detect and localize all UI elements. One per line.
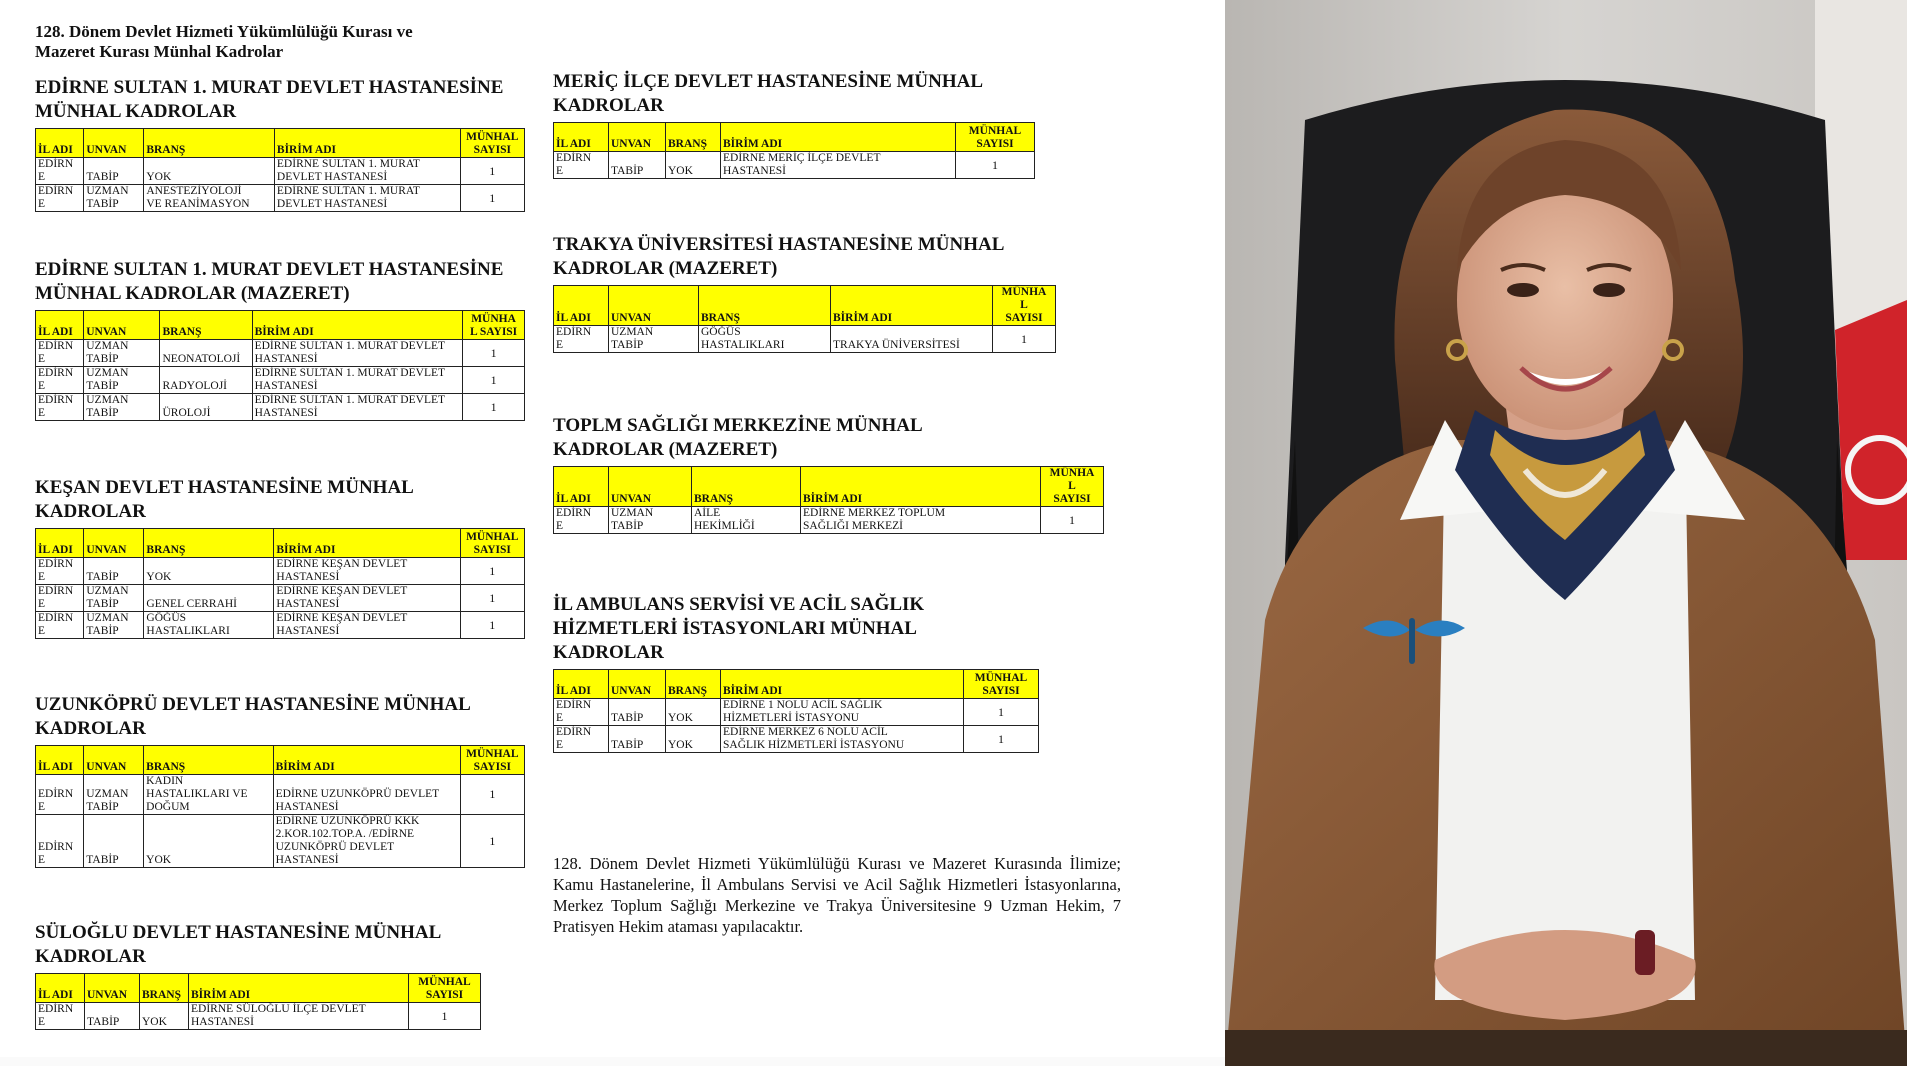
section-heading: EDİRNE SULTAN 1. MURAT DEVLET HASTANESİNE MÜNHAL KADROLAR (MAZERET) <box>35 259 504 304</box>
column-header: MÜNHA L SAYISI <box>463 311 525 340</box>
column-header: BRANŞ <box>144 746 273 775</box>
table-cell: 1 <box>409 1003 481 1030</box>
column-header: MÜNHAL SAYISI <box>409 974 481 1003</box>
table-cell: UZMAN TABİP <box>84 612 144 639</box>
portrait-photo <box>1225 0 1907 1066</box>
table-cell: GÖĞÜS HASTALIKLARI <box>699 326 831 353</box>
column-header: UNVAN <box>84 311 160 340</box>
section-heading: EDİRNE SULTAN 1. MURAT DEVLET HASTANESİNE MÜNHAL KADROLAR <box>35 77 504 122</box>
table-cell: YOK <box>666 152 721 179</box>
table-cell: 1 <box>463 367 525 394</box>
column-header: UNVAN <box>609 467 692 507</box>
column-header: BİRİM ADI <box>801 467 1041 507</box>
column-header: BRANŞ <box>666 123 721 152</box>
table-cell: EDİRNE SULTAN 1. MURAT DEVLET HASTANESİ <box>252 367 463 394</box>
table-cell: 1 <box>460 815 524 868</box>
column-header: MÜNHAL SAYISI <box>460 529 524 558</box>
page-bottom-edge <box>0 1057 1225 1066</box>
table-cell: YOK <box>144 558 274 585</box>
table-cell: TABİP <box>84 815 144 868</box>
table-cell: UZMAN TABİP <box>84 185 144 212</box>
column-header: UNVAN <box>85 974 140 1003</box>
staff-table <box>553 122 1035 179</box>
table-cell: EDİRN E <box>36 558 84 585</box>
portrait-illustration <box>1225 0 1907 1066</box>
red-flag-shape <box>1835 300 1907 560</box>
section-heading: SÜLOĞLU DEVLET HASTANESİNE MÜNHAL KADROLAR <box>35 922 441 967</box>
table-cell: EDİRN E <box>36 340 84 367</box>
column-header: BRANŞ <box>666 670 721 699</box>
table-cell: UZMAN TABİP <box>84 367 160 394</box>
column-header: İL ADI <box>554 467 609 507</box>
table-cell: EDİRN E <box>36 185 84 212</box>
table-cell: YOK <box>140 1003 189 1030</box>
staff-table <box>35 528 525 639</box>
column-header: UNVAN <box>609 123 666 152</box>
table-cell: EDİRNE SÜLOĞLU İLÇE DEVLET HASTANESİ <box>189 1003 409 1030</box>
section-uzunkopru <box>35 693 525 868</box>
table-cell: NEONATOLOJİ <box>160 340 252 367</box>
table-cell: 1 <box>964 699 1039 726</box>
table-row <box>36 585 525 612</box>
table-header-row <box>36 746 525 775</box>
column-header: BRANŞ <box>699 286 831 326</box>
section-heading: MERİÇ İLÇE DEVLET HASTANESİNE MÜNHAL KADROLAR <box>553 71 982 116</box>
table-cell: TABİP <box>609 152 666 179</box>
table-cell: EDİRN E <box>36 815 84 868</box>
table-cell: EDİRNE UZUNKÖPRÜ KKK 2.KOR.102.TOP.A. /EDİRNE UZUNKÖPRÜ DEVLET HASTANESİ <box>273 815 460 868</box>
column-header: İL ADI <box>554 123 609 152</box>
column-header: BİRİM ADI <box>831 286 993 326</box>
table-cell: TRAKYA ÜNİVERSİTESİ <box>831 326 993 353</box>
table-cell: 1 <box>460 585 524 612</box>
column-header: BİRİM ADI <box>274 529 460 558</box>
table-cell: EDİRN E <box>36 367 84 394</box>
column-header: MÜNHAL SAYISI <box>956 123 1035 152</box>
section-heading: İL AMBULANS SERVİSİ VE ACİL SAĞLIK HİZMETLERİ İSTASYONLARI MÜNHAL KADROLAR <box>553 594 925 663</box>
column-header: İL ADI <box>36 311 84 340</box>
summary-paragraph: 128. Dönem Devlet Hizmeti Yükümlülüğü Kurası ve Mazeret Kurasında İlimize; Kamu Hastanelerine, İl Ambulans Servisi ve Acil Sağlık Hizmetleri İstasyonlarına, Merkez Toplum Sağlığı Merkezine ve Trakya Üniversitesine 9 Uzman Hekim, 7 Pratisyen Hekim ataması yapılacaktır. <box>553 854 1121 936</box>
column-header: İL ADI <box>36 529 84 558</box>
column-header: MÜNHAL SAYISI <box>460 746 524 775</box>
table-header-row <box>36 129 525 158</box>
staff-table <box>35 128 525 212</box>
section-meric <box>553 70 1053 179</box>
column-header: UNVAN <box>609 670 666 699</box>
table-row <box>554 726 1039 753</box>
column-header: BİRİM ADI <box>721 123 956 152</box>
staff-table <box>553 285 1056 353</box>
table-cell: UZMAN TABİP <box>609 507 692 534</box>
column-header: UNVAN <box>84 529 144 558</box>
table-cell: EDİRN E <box>554 152 609 179</box>
staff-table <box>35 973 481 1030</box>
table-cell: 1 <box>993 326 1056 353</box>
table-cell: TABİP <box>609 699 666 726</box>
section-trakya <box>553 233 1093 353</box>
column-header: İL ADI <box>554 286 609 326</box>
column-header: İL ADI <box>554 670 609 699</box>
table-cell: EDİRNE SULTAN 1. MURAT DEVLET HASTANESİ <box>252 394 463 421</box>
table-cell: GENEL CERRAHİ <box>144 585 274 612</box>
table-cell: EDİRN E <box>554 507 609 534</box>
table-row <box>554 326 1056 353</box>
table-cell: GÖĞÜS HASTALIKLARI <box>144 612 274 639</box>
table-row <box>36 558 525 585</box>
table-cell: 1 <box>460 558 524 585</box>
table-header-row <box>36 974 481 1003</box>
table-cell: EDİRN E <box>554 699 609 726</box>
section-suloglu <box>35 921 481 1030</box>
table-row <box>36 394 525 421</box>
table-row <box>36 775 525 815</box>
table-cell: EDİRN E <box>554 326 609 353</box>
table-cell: EDİRNE 1 NOLU ACİL SAĞLIK HİZMETLERİ İSTASYONU <box>721 699 964 726</box>
section-heading: TOPLM SAĞLIĞI MERKEZİNE MÜNHAL KADROLAR (MAZERET) <box>553 415 922 460</box>
table-header-row <box>36 529 525 558</box>
table-cell: UZMAN TABİP <box>84 585 144 612</box>
desk <box>1225 1030 1907 1066</box>
table-cell: 1 <box>463 394 525 421</box>
table-header-row <box>554 286 1056 326</box>
table-cell: UZMAN TABİP <box>84 340 160 367</box>
table-header-row <box>554 123 1035 152</box>
table-cell: RADYOLOJİ <box>160 367 252 394</box>
table-row <box>36 340 525 367</box>
table-cell: EDİRNE KEŞAN DEVLET HASTANESİ <box>274 558 460 585</box>
table-cell: EDİRN E <box>554 726 609 753</box>
table-cell: TABİP <box>84 558 144 585</box>
bracelet <box>1635 930 1655 975</box>
column-header: BİRİM ADI <box>273 746 460 775</box>
section-sultan-murat <box>35 76 525 212</box>
table-cell: EDİRN E <box>36 612 84 639</box>
section-heading: KEŞAN DEVLET HASTANESİNE MÜNHAL KADROLAR <box>35 477 413 522</box>
table-cell: EDİRNE SULTAN 1. MURAT DEVLET HASTANESİ <box>274 158 460 185</box>
table-cell: 1 <box>460 775 524 815</box>
column-header: İL ADI <box>36 974 85 1003</box>
table-cell: EDİRNE KEŞAN DEVLET HASTANESİ <box>274 612 460 639</box>
table-cell: 1 <box>463 340 525 367</box>
table-cell: 1 <box>964 726 1039 753</box>
column-header: İL ADI <box>36 746 84 775</box>
table-row <box>36 367 525 394</box>
table-cell: EDİRNE MERKEZ TOPLUM SAĞLIĞI MERKEZİ <box>801 507 1041 534</box>
column-header: UNVAN <box>84 129 144 158</box>
table-cell: EDİRN E <box>36 1003 85 1030</box>
table-cell: EDİRNE SULTAN 1. MURAT DEVLET HASTANESİ <box>274 185 460 212</box>
table-cell: 1 <box>460 185 524 212</box>
column-header: MÜNHA L SAYISI <box>1041 467 1104 507</box>
table-cell: KADIN HASTALIKLARI VE DOĞUM <box>144 775 273 815</box>
table-cell: EDİRN E <box>36 394 84 421</box>
table-row <box>554 699 1039 726</box>
table-cell: YOK <box>666 699 721 726</box>
section-heading: UZUNKÖPRÜ DEVLET HASTANESİNE MÜNHAL KADROLAR <box>35 694 470 739</box>
section-toplum-sagligi <box>553 414 1104 534</box>
table-cell: EDİRN E <box>36 585 84 612</box>
staff-table <box>553 669 1039 753</box>
table-cell: UZMAN TABİP <box>84 775 144 815</box>
column-header: BRANŞ <box>160 311 252 340</box>
table-header-row <box>554 467 1104 507</box>
column-header: BİRİM ADI <box>189 974 409 1003</box>
column-header: UNVAN <box>609 286 699 326</box>
table-row <box>554 507 1104 534</box>
table-row <box>554 152 1035 179</box>
table-cell: ÜROLOJİ <box>160 394 252 421</box>
table-header-row <box>36 311 525 340</box>
table-cell: YOK <box>666 726 721 753</box>
table-cell: UZMAN TABİP <box>84 394 160 421</box>
table-row <box>36 158 525 185</box>
column-header: BRANŞ <box>692 467 801 507</box>
column-header: BİRİM ADI <box>274 129 460 158</box>
column-header: MÜNHAL SAYISI <box>964 670 1039 699</box>
column-header: BİRİM ADI <box>252 311 463 340</box>
table-cell: EDİRNE MERİÇ İLÇE DEVLET HASTANESİ <box>721 152 956 179</box>
table-cell: EDİRNE MERKEZ 6 NOLU ACİL SAĞLIK HİZMETLERİ İSTASYONU <box>721 726 964 753</box>
table-cell: 1 <box>460 158 524 185</box>
table-cell: YOK <box>144 815 273 868</box>
section-heading: TRAKYA ÜNİVERSİTESİ HASTANESİNE MÜNHAL KADROLAR (MAZERET) <box>553 234 1004 279</box>
table-cell: EDİRN E <box>36 158 84 185</box>
table-cell: TABİP <box>84 158 144 185</box>
table-cell: AİLE HEKİMLİĞİ <box>692 507 801 534</box>
column-header: MÜNHAL SAYISI <box>460 129 524 158</box>
table-cell: ANESTEZİYOLOJİ VE REANİMASYON <box>144 185 275 212</box>
column-header: BRANŞ <box>144 129 275 158</box>
table-cell: 1 <box>956 152 1035 179</box>
table-cell: 1 <box>460 612 524 639</box>
column-header: İL ADI <box>36 129 84 158</box>
section-sultan-murat-mazeret <box>35 258 525 421</box>
column-header: UNVAN <box>84 746 144 775</box>
table-cell: EDİRNE KEŞAN DEVLET HASTANESİ <box>274 585 460 612</box>
table-row <box>36 1003 481 1030</box>
table-cell: YOK <box>144 158 275 185</box>
table-cell: UZMAN TABİP <box>609 326 699 353</box>
table-row <box>36 185 525 212</box>
table-cell: 1 <box>1041 507 1104 534</box>
column-header: BRANŞ <box>140 974 189 1003</box>
column-header: BRANŞ <box>144 529 274 558</box>
staff-table <box>35 745 525 868</box>
section-ambulans <box>553 593 1039 753</box>
table-row <box>36 612 525 639</box>
table-cell: EDİRNE SULTAN 1. MURAT DEVLET HASTANESİ <box>252 340 463 367</box>
staff-table <box>35 310 525 421</box>
table-cell: EDİRN E <box>36 775 84 815</box>
table-row <box>36 815 525 868</box>
document-title: 128. Dönem Devlet Hizmeti Yükümlülüğü Kurası ve Mazeret Kurası Münhal Kadrolar <box>35 22 413 61</box>
column-header: BİRİM ADI <box>721 670 964 699</box>
column-header: MÜNHA L SAYISI <box>993 286 1056 326</box>
table-header-row <box>554 670 1039 699</box>
table-cell: TABİP <box>85 1003 140 1030</box>
section-kesan <box>35 476 525 639</box>
table-cell: EDİRNE UZUNKÖPRÜ DEVLET HASTANESİ <box>273 775 460 815</box>
staff-table <box>553 466 1104 534</box>
table-cell: TABİP <box>609 726 666 753</box>
